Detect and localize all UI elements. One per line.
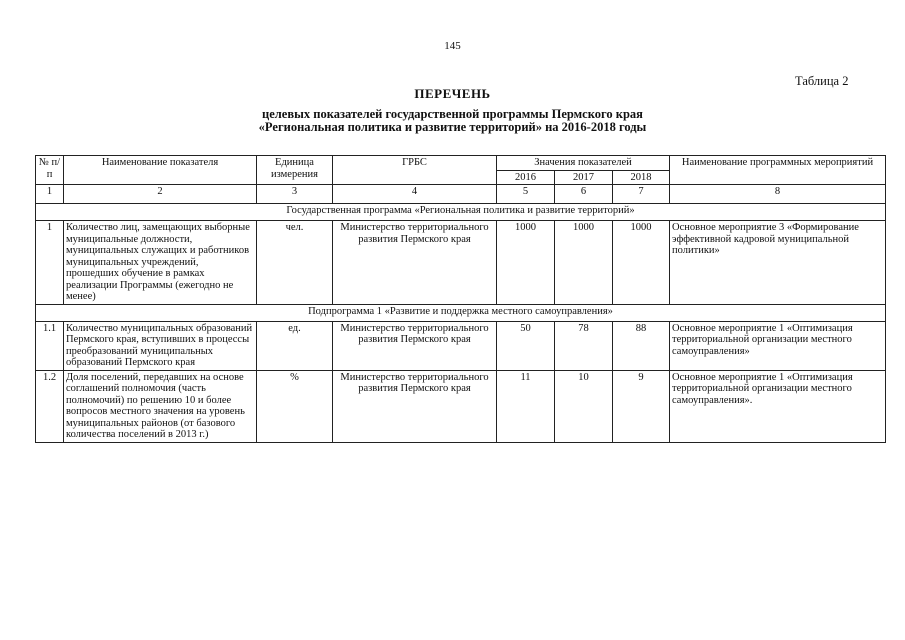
header-name: Наименование показателя xyxy=(64,156,257,185)
row-value-2017: 1000 xyxy=(555,221,613,305)
table-row xyxy=(36,221,886,305)
column-number: 8 xyxy=(670,185,886,204)
row-unit: % xyxy=(257,370,333,442)
column-number: 4 xyxy=(333,185,497,204)
row-value-2018: 9 xyxy=(613,370,670,442)
section-title: Государственная программа «Региональная политика и развитие территорий» xyxy=(36,204,886,221)
row-unit: ед. xyxy=(257,321,333,370)
section-row xyxy=(36,304,886,321)
column-number: 3 xyxy=(257,185,333,204)
row-indicator-name: Количество лиц, замещающих выборные муниципальные должности, муниципальных служащих и работников муниципальных учреждений, прошедших обучение в рамках реализации Программы (ежегодно не менее) xyxy=(64,221,257,305)
row-measure: Основное мероприятие 3 «Формирование эффективной кадровой муниципальной политики» xyxy=(670,221,886,305)
header-year-2016: 2016 xyxy=(497,170,555,185)
column-number: 5 xyxy=(497,185,555,204)
document-title: ПЕРЕЧЕНЬ xyxy=(414,86,491,101)
row-measure: Основное мероприятие 1 «Оптимизация территориальной организации местного самоуправления» xyxy=(670,321,886,370)
column-number: 1 xyxy=(36,185,64,204)
row-num: 1.2 xyxy=(36,370,64,442)
column-number: 2 xyxy=(64,185,257,204)
subtitle-line-2: «Региональная политика и развитие территорий» на 2016-2018 годы xyxy=(258,120,647,134)
row-grbs: Министерство территориального развития Пермского края xyxy=(333,221,497,305)
column-numbers-row xyxy=(36,185,886,204)
row-value-2017: 78 xyxy=(555,321,613,370)
table-row xyxy=(36,370,886,442)
table-row xyxy=(36,321,886,370)
row-indicator-name: Доля поселений, передавших на основе соглашений полномочия (часть полномочий) по решению 10 и более вопросов местного значения на уровень муниципальных районов (от базового количества поселений в 2013 г.) xyxy=(64,370,257,442)
row-value-2017: 10 xyxy=(555,370,613,442)
indicators-table xyxy=(35,155,886,443)
header-year-2018: 2018 xyxy=(613,170,670,185)
row-grbs: Министерство территориального развития Пермского края xyxy=(333,321,497,370)
row-value-2016: 1000 xyxy=(497,221,555,305)
document-subtitle xyxy=(0,108,905,134)
row-indicator-name: Количество муниципальных образований Пермского края, вступивших в процессы преобразований муниципальных образований Пермского края xyxy=(64,321,257,370)
page-number: 145 xyxy=(444,40,461,52)
header-measures: Наименование программных мероприятий xyxy=(670,156,886,185)
row-value-2016: 11 xyxy=(497,370,555,442)
row-value-2018: 1000 xyxy=(613,221,670,305)
header-year-2017: 2017 xyxy=(555,170,613,185)
section-row xyxy=(36,204,886,221)
header-grbs: ГРБС xyxy=(333,156,497,185)
row-measure: Основное мероприятие 1 «Оптимизация территориальной организации местного самоуправления». xyxy=(670,370,886,442)
header-unit: Единица измерения xyxy=(257,156,333,185)
row-num: 1.1 xyxy=(36,321,64,370)
row-value-2016: 50 xyxy=(497,321,555,370)
header-num: № п/п xyxy=(36,156,64,185)
column-number: 6 xyxy=(555,185,613,204)
row-value-2018: 88 xyxy=(613,321,670,370)
row-unit: чел. xyxy=(257,221,333,305)
section-title: Подпрограмма 1 «Развитие и поддержка местного самоуправления» xyxy=(36,304,886,321)
header-row xyxy=(36,156,886,171)
row-num: 1 xyxy=(36,221,64,305)
table-label: Таблица 2 xyxy=(795,74,849,88)
header-values: Значения показателей xyxy=(497,156,670,171)
row-grbs: Министерство территориального развития Пермского края xyxy=(333,370,497,442)
column-number: 7 xyxy=(613,185,670,204)
subtitle-line-1: целевых показателей государственной программы Пермского края xyxy=(262,107,643,121)
